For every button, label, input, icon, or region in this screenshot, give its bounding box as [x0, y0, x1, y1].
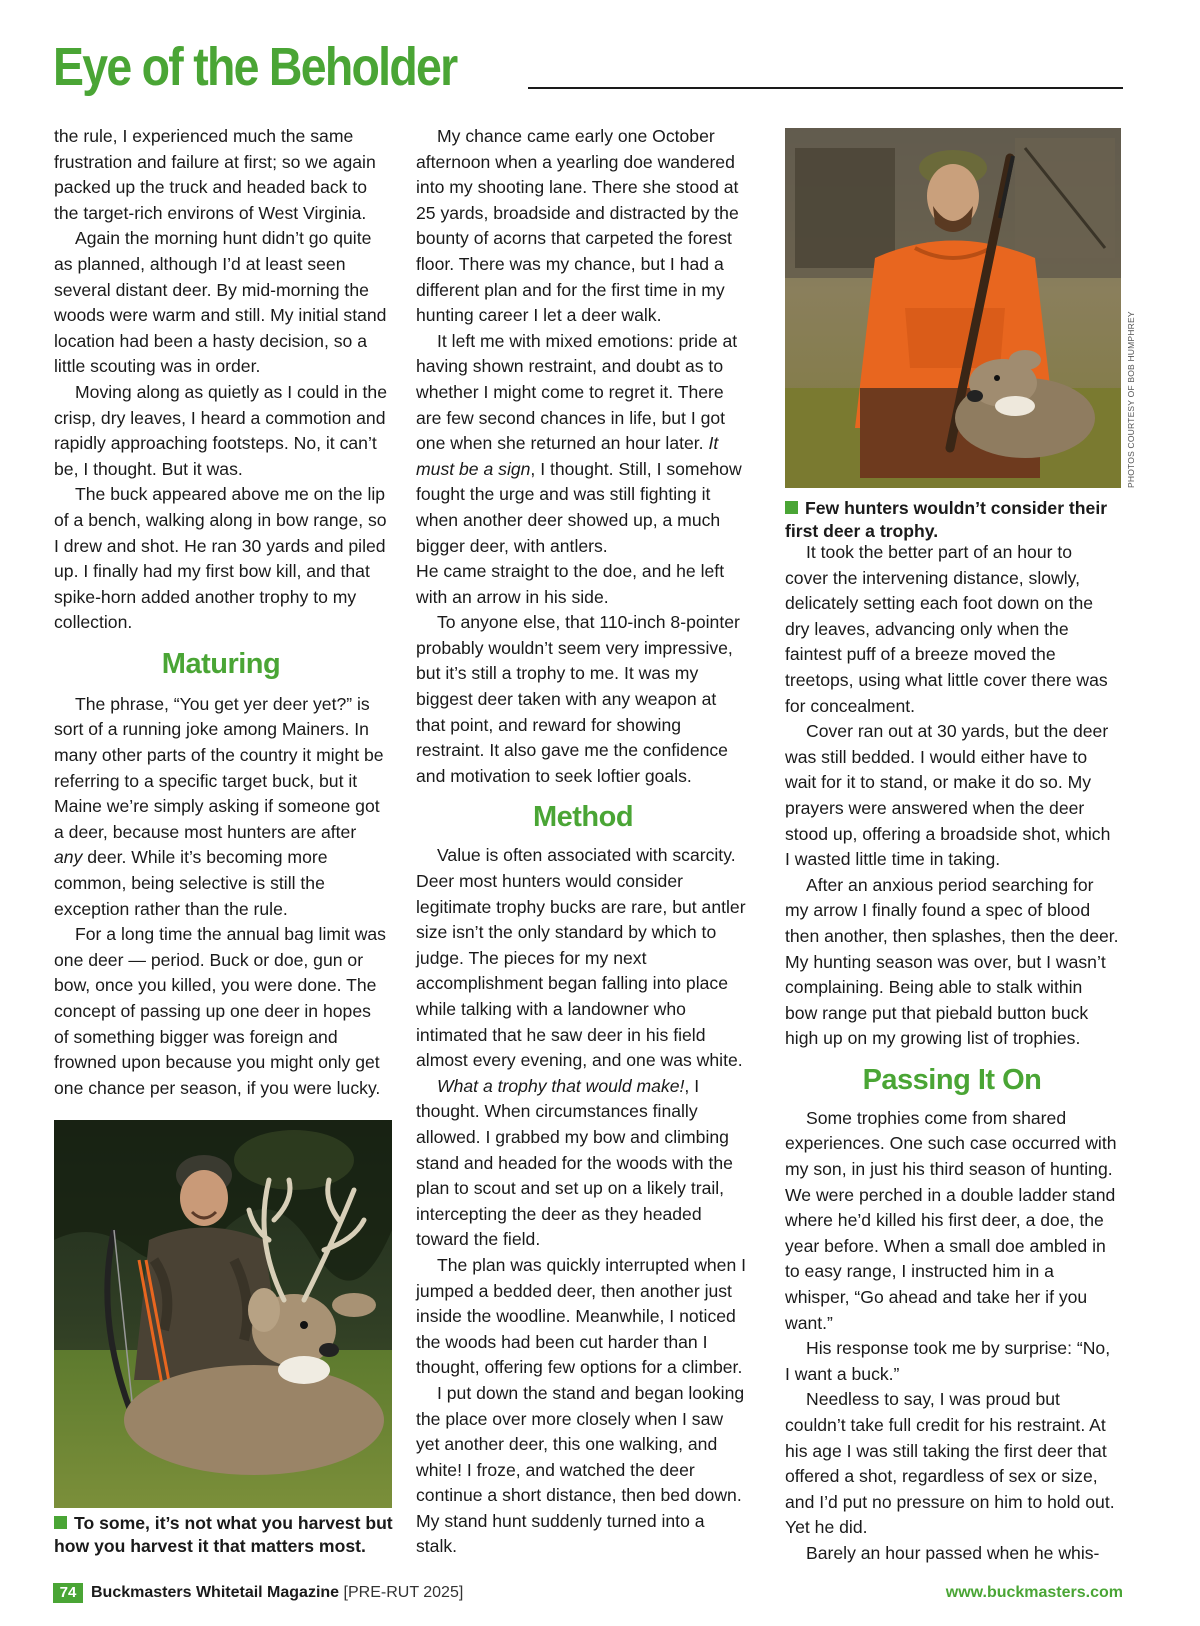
paragraph: Again the morning hunt didn’t go quite as planned, although I’d at least seen several distant deer. By mid-morning the woods were warm and still. My initial stand location had been a hasty decision, so a little scouting was in order.: [54, 228, 387, 377]
paragraph: He came straight to the doe, and he left with an arrow in his side.: [416, 561, 725, 607]
text-run: deer. While it’s becoming more common, being selective is still the exception rather than the rule.: [54, 847, 328, 919]
paragraph: His response took me by surprise: “No, I want a buck.”: [785, 1338, 1111, 1384]
caption-marker: [54, 1516, 67, 1529]
text-run: The phrase, “You get yer deer yet?” is sort of a running joke among Mainers. In many other parts of the country it might be referring to a specific target buck, but it Maine we’re simply asking if someone got a deer, because most hunters are after: [54, 693, 384, 842]
paragraph: Barely an hour passed when he whis-: [806, 1542, 1100, 1563]
magazine-title: Buckmasters Whitetail Magazine: [91, 1584, 340, 1601]
issue-label: [PRE-RUT 2025]: [343, 1584, 464, 1601]
subheading-maturing: Maturing: [161, 647, 281, 680]
caption-text: Few hunters wouldn’t consider their first deer a trophy.: [785, 498, 1108, 541]
page-number: 74: [53, 1583, 83, 1603]
title-rule: [528, 87, 1123, 89]
paragraph: It took the better part of an hour to cover the intervening distance, slowly, delicately setting each foot down on the dry leaves, advancing only when the faintest puff of a breeze moved the treetops, using what little cover there was for concealment.: [785, 542, 1108, 716]
paragraph: To anyone else, that 110-inch 8-pointer probably wouldn’t seem very impressive, but it’s still a trophy to me. It was my biggest deer taken with any weapon at that point, and reward for showing restraint. It also gave me the confidence and motivation to seek loftier goals.: [416, 612, 740, 786]
column-3: [785, 540, 1119, 1567]
column-1: [54, 124, 388, 1101]
paragraph: Some trophies come from shared experiences. One such case occurred with my son, in just his third season of hunting. We were perched in a double ladder stand where he’d killed his first deer, a doe, the year before. When a small doe ambled in to easy range, I instructed him in a whisper, “Go ahead and take her if you want.”: [785, 1107, 1117, 1333]
paragraph: Cover ran out at 30 yards, but the deer was still bedded. I would either have to wait for it to stand, or make it do so. My prayers were answered when the deer stood up, offering a broadside shot, which I wasted little time in taking.: [785, 721, 1111, 870]
bowhunter-photo-illustration: [54, 1120, 392, 1508]
paragraph: [54, 692, 388, 922]
article-header: [53, 30, 1123, 100]
caption-text: To some, it’s not what you harvest but how you harvest it that matters most.: [54, 1513, 393, 1556]
caption-first-deer: [785, 497, 1121, 543]
paragraph: [416, 1074, 750, 1253]
paragraph: The plan was quickly interrupted when I jumped a bedded deer, then another just inside the woodline. Meanwhile, I noticed the woods had been cut harder than I thought, offering few options for a climber.: [416, 1254, 747, 1378]
paragraph: I put down the stand and began looking the place over more closely when I saw yet another deer, this one walking, and white! I froze, and watched the deer continue a short distance, then bed down. My stand hunt suddenly turned into a stalk.: [416, 1382, 745, 1557]
paragraph: Moving along as quietly as I could in the crisp, dry leaves, I heard a commotion and rapidly approaching footsteps. No, it can’t be, I thought. But it was.: [54, 381, 387, 479]
emphasis-trophy: What a trophy that would make!: [437, 1075, 685, 1096]
paragraph: Needless to say, I was proud but couldn’t take full credit for his restraint. At his age I was still taking the first deer that offered a shot, regardless of sex or size, and I’d put no pressure on him to hold out. Yet he did.: [785, 1389, 1115, 1538]
article-title: Eye of the Beholder: [53, 37, 457, 97]
text-run: , I thought. Still, I somehow fought the urge and was still fighting it when another deer showed up, a much bigger deer, with antlers.: [416, 458, 742, 556]
photo-first-deer: [785, 128, 1121, 488]
text-run: , I thought. When circumstances finally allowed. I grabbed my bow and climbing stand and headed for the woods with the plan to scout and set up on a likely trail, intercepting the deer as they headed toward the field.: [416, 1075, 733, 1250]
photo-bowhunter-with-buck: [54, 1120, 392, 1508]
text-run: It left me with mixed emotions: pride at having shown restraint, and doubt as to whether I might come to regret it. There are few second chances in life, but I got one when she returned an hour later.: [416, 330, 738, 454]
magazine-name: [91, 1583, 463, 1603]
paragraph: For a long time the annual bag limit was one deer — period. Buck or doe, gun or bow, once you killed, you were done. The concept of passing up one deer in hopes of something bigger was foreign and frowned upon because you might only get one chance per season, if you were lucky.: [54, 924, 386, 1098]
page-footer: [53, 1583, 1123, 1605]
website-link[interactable]: www.buckmasters.com: [945, 1584, 1123, 1601]
column-2: [416, 124, 750, 1560]
first-deer-photo-illustration: [785, 128, 1121, 488]
paragraph: My chance came early one October afternoon when a yearling doe wandered into my shooting lane. There she stood at 25 yards, broadside and distracted by the bounty of acorns that carpeted the forest floor. There was my chance, but I had a different plan and for the first time in my hunting career I let a deer walk.: [416, 126, 739, 326]
photo-credit: PHOTOS COURTESY OF BOB HUMPHREY: [1126, 311, 1136, 488]
emphasis-sign: It must be a sign: [416, 433, 719, 479]
paragraph: Value is often associated with scarcity. Deer most hunters would consider legitimate trophy bucks are rare, but antler size isn’t the only standard by which to judge. The pieces for my next accomplishment began falling into place while talking with a landowner who intimated that he saw deer in his field almost every evening, and one was white.: [416, 845, 746, 1071]
caption-bowhunter: [54, 1512, 394, 1558]
paragraph: the rule, I experienced much the same frustration and failure at first; so we again packed up the truck and headed back to the target-rich environs of West Virginia.: [54, 126, 376, 223]
paragraph: [416, 329, 750, 559]
emphasis-any: any: [54, 847, 83, 868]
paragraph: After an anxious period searching for my arrow I finally found a spec of blood then another, then splashes, then the deer. My hunting season was over, but I wasn’t complaining. Being able to stalk within bow range put that piebald button buck high up on my growing list of trophies.: [785, 874, 1119, 1049]
subheading-method: Method: [532, 801, 634, 834]
subheading-passing-it-on: Passing It On: [862, 1063, 1042, 1096]
caption-marker: [785, 501, 798, 514]
paragraph: The buck appeared above me on the lip of a bench, walking along in bow range, so I drew and shot. He ran 30 yards and piled up. I finally had my first bow kill, and that spike-horn added another trophy to my collection.: [54, 484, 387, 633]
